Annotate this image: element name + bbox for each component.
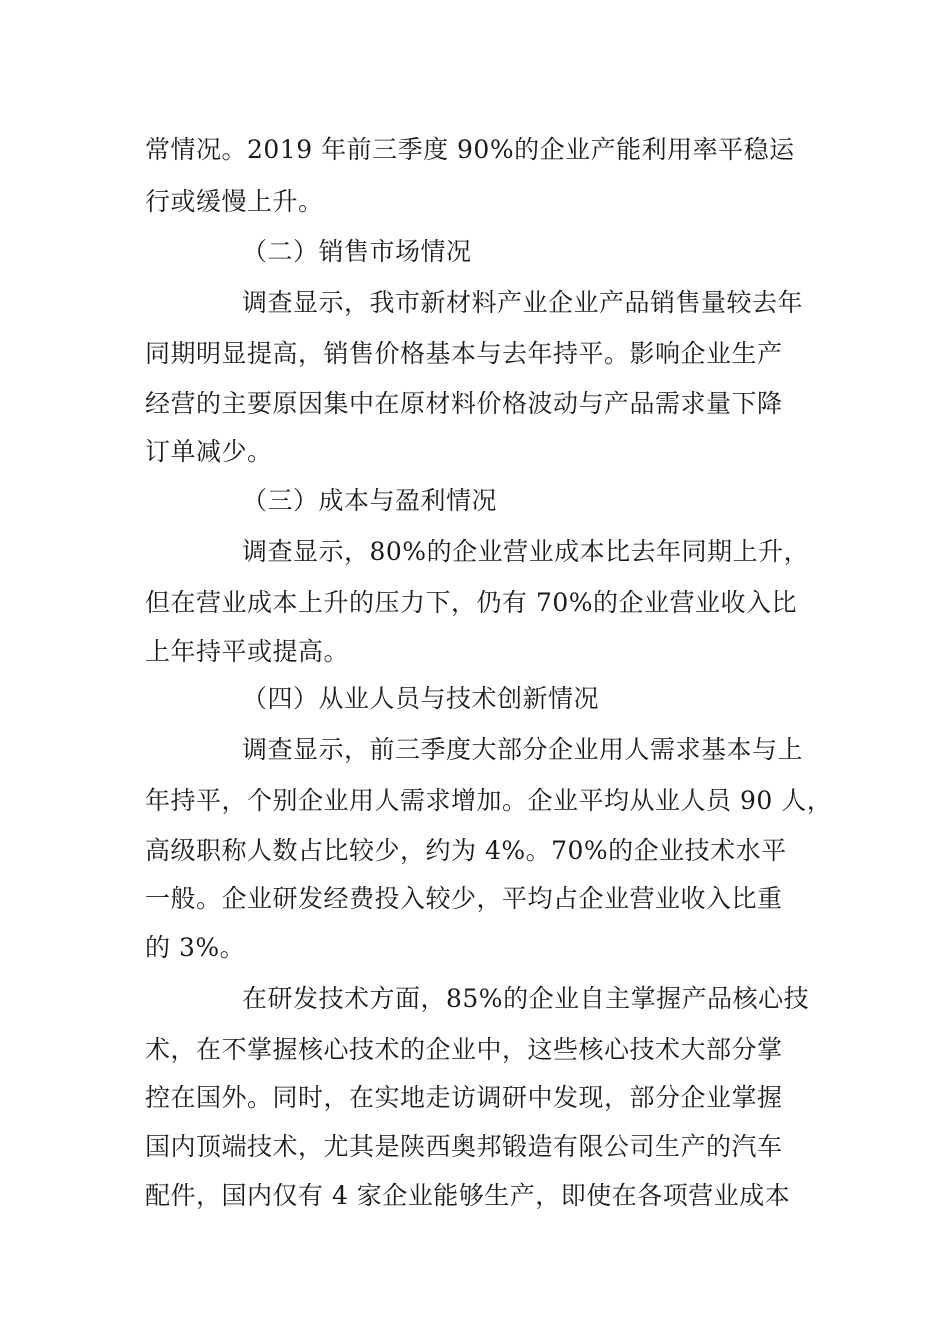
paragraph-line: 上年持平或提高。	[145, 637, 350, 666]
paragraph-line: 同期明显提高，销售价格基本与去年持平。影响企业生产	[145, 339, 783, 368]
paragraph-line: 在研发技术方面，85%的企业自主掌握产品核心技	[242, 984, 810, 1013]
paragraph-line: 行或缓慢上升。	[145, 187, 324, 216]
paragraph-line: 年持平，个别企业用人需求增加。企业平均从业人员 90 人，	[145, 786, 833, 815]
section-heading-cost-profit: （三）成本与盈利情况	[242, 486, 498, 515]
paragraph-line: 国内顶端技术，尤其是陕西奥邦锻造有限公司生产的汽车	[145, 1132, 783, 1161]
paragraph-line: 订单减少。	[145, 437, 273, 466]
paragraph-line: 但在营业成本上升的压力下，仍有 70%的企业营业收入比	[145, 588, 798, 617]
paragraph-line: 调查显示，80%的企业营业成本比去年同期上升，	[242, 537, 810, 566]
paragraph-line: 经营的主要原因集中在原材料价格波动与产品需求量下降	[145, 389, 783, 418]
paragraph-line: 的 3%。	[145, 933, 246, 962]
paragraph-line: 控在国外。同时，在实地走访调研中发现，部分企业掌握	[145, 1083, 783, 1112]
paragraph-line: 一般。企业研发经费投入较少，平均占企业营业收入比重	[145, 884, 783, 913]
section-heading-sales-market: （二）销售市场情况	[242, 237, 472, 266]
paragraph-line: 配件，国内仅有 4 家企业能够生产，即使在各项营业成本	[145, 1181, 791, 1210]
section-heading-staff-innovation: （四）从业人员与技术创新情况	[242, 684, 600, 713]
paragraph-line: 常情况。2019 年前三季度 90%的企业产能利用率平稳运	[145, 135, 795, 164]
paragraph-line: 高级职称人数占比较少，约为 4%。70%的企业技术水平	[145, 836, 787, 865]
paragraph-line: 调查显示，我市新材料产业企业产品销售量较去年	[242, 288, 804, 317]
paragraph-line: 术，在不掌握核心技术的企业中，这些核心技术大部分掌	[145, 1035, 783, 1064]
paragraph-line: 调查显示，前三季度大部分企业用人需求基本与上	[242, 735, 804, 764]
